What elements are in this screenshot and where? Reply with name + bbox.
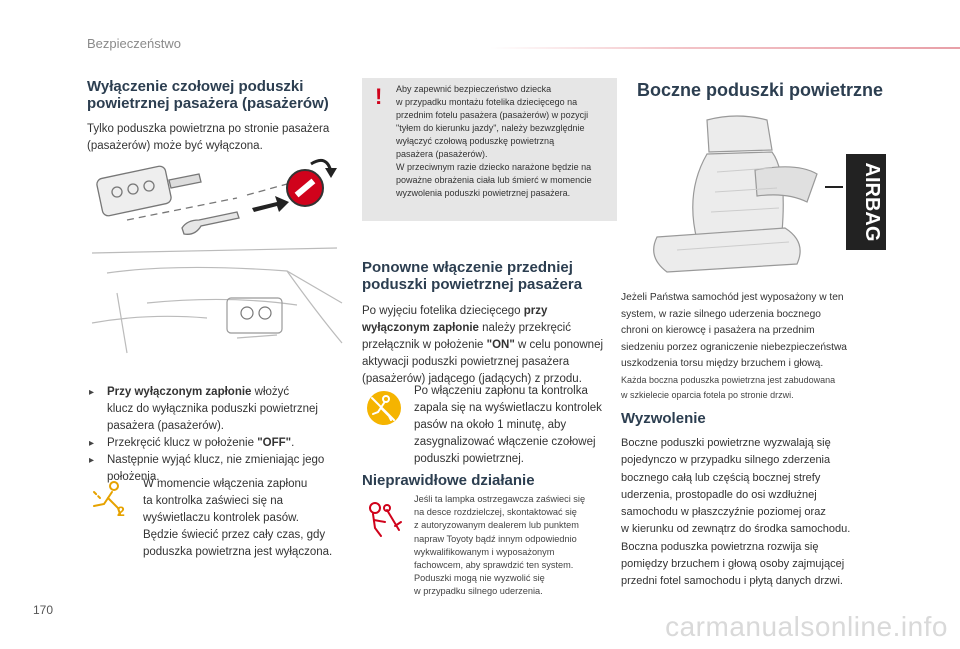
text: położenia. xyxy=(107,471,160,483)
section-title-side-airbags: Boczne poduszki powietrzne xyxy=(637,80,884,100)
malfunction-section xyxy=(362,472,617,489)
text-line: Aby zapewnić bezpieczeństwo dziecka xyxy=(396,84,552,94)
instruction-list xyxy=(87,384,352,486)
text-line: Jeżeli Państwa samochód jest wyposażony w ten xyxy=(621,292,844,303)
service-wrench-icon xyxy=(365,500,405,540)
page-number: 170 xyxy=(33,603,54,617)
text: klucz do wyłącznika poduszki powietrznej xyxy=(107,403,318,415)
text: Następnie wyjąć klucz, nie zmieniając jego xyxy=(107,454,325,466)
airbag-off-note xyxy=(143,476,353,561)
reactivation-text xyxy=(362,303,617,388)
text-line: poduszka powietrzna jest wyłączona. xyxy=(143,546,333,558)
text-line: Poduszki mogą nie wyzwolić się xyxy=(414,573,545,584)
text-line: uszkodzenia torsu między brzuchem i głową. xyxy=(621,358,824,370)
list-item xyxy=(87,384,352,435)
title-line: poduszki powietrznej pasażera xyxy=(362,276,583,293)
bold-text: "OFF" xyxy=(257,437,292,449)
text-line: w przypadku silnego uderzenia. xyxy=(414,586,543,597)
section-title-reactivate xyxy=(362,259,617,293)
reactivation-section xyxy=(362,259,617,388)
warning-box xyxy=(362,78,617,221)
text-line: Tylko poduszka powietrzna po stronie pasażera xyxy=(87,123,330,135)
text-line: "tyłem do kierunku jazdy", należy bezwzględnie xyxy=(396,123,585,133)
text-line: system, w razie silnego uderzenia bocznego xyxy=(621,308,821,320)
text: Po wyjęciu fotelika dziecięcego xyxy=(362,305,524,317)
seat-illustration xyxy=(637,112,887,282)
text-line: zapala się na wyświetlaczu kontrolek xyxy=(414,402,602,414)
text-line: w kierunku od zewnątrz do środka samochodu. xyxy=(621,523,851,536)
key-switch-illustration xyxy=(87,150,352,240)
text-line: wyzwolenia poduszki powietrznej pasażera. xyxy=(396,188,571,198)
watermark: carmanualsonline.info xyxy=(665,611,948,642)
malfunction-text xyxy=(414,493,619,599)
text-line: Będzie świecić przez cały czas, gdy xyxy=(143,529,326,541)
text-line: wykwalifikowanym i wyposażonym xyxy=(414,546,555,557)
deployment-section xyxy=(621,410,901,591)
text-line: przednim fotelu pasażera (pasażerów) w pozycji xyxy=(396,110,589,120)
text: pasażera (pasażerów). xyxy=(107,420,224,432)
text-line: samochodu w płaszczyźnie poziomej oraz xyxy=(621,506,826,519)
list-item xyxy=(87,435,352,452)
bold-text: wyłączonym zapłonie xyxy=(362,322,479,334)
text: aktywacji poduszki powietrznej pasażera xyxy=(362,356,570,368)
text-line: wyłączyć czołową poduszkę powietrzną xyxy=(396,136,555,146)
text: włożyć xyxy=(251,386,290,398)
text-line: pasażera (pasażerów). xyxy=(396,149,488,159)
text: w celu ponownej xyxy=(514,339,604,351)
text-line: poważne obrażenia ciała lub śmierć w momencie xyxy=(396,175,592,185)
text-line: Po włączeniu zapłonu ta kontrolka xyxy=(414,385,588,397)
header-divider xyxy=(490,47,960,49)
text-line: Jeśli ta lampka ostrzegawcza zaświeci się xyxy=(414,494,586,504)
text: przełącznik w położenie xyxy=(362,339,487,351)
column-side-airbags xyxy=(637,78,887,101)
indicator-digit: 2 xyxy=(117,503,125,518)
text-line: ta kontrolka zaświeci się na xyxy=(143,495,283,507)
airbag-on-note xyxy=(414,383,619,468)
airbag-off-indicator-icon xyxy=(90,478,130,518)
section-title-deployment: Wyzwolenie xyxy=(621,410,706,427)
text-line: W momencie włączenia zapłonu xyxy=(143,478,308,490)
text-line: pojedynczo w przypadku silnego zderzenia xyxy=(621,454,831,467)
bold-text: przy xyxy=(523,305,548,317)
text-line: bocznego całą lub częścią bocznej strefy xyxy=(621,471,821,484)
title-line: Wyłączenie czołowej poduszki xyxy=(87,78,304,95)
bold-text: "ON" xyxy=(486,339,515,351)
text-line: przedni fotel samochodu i płytą danych drzwi. xyxy=(621,575,843,588)
text-line: Boczne poduszki powietrzne wyzwalają się xyxy=(621,437,831,449)
text-line: Każda boczna poduszka powietrzna jest zabudowana xyxy=(621,374,836,385)
section-title-deactivate xyxy=(87,78,352,112)
text-line: poduszki powietrznej. xyxy=(414,453,524,465)
column-passenger-airbag-off xyxy=(87,78,352,155)
text-line: w przypadku montażu fotelika dziecięcego na xyxy=(396,97,578,107)
warning-text xyxy=(396,83,610,200)
text-line: uderzenia, prostopadle do osi wzdłużnej xyxy=(621,488,817,501)
glovebox-illustration xyxy=(87,243,352,363)
text-line: w szkielecie oparcia fotela po stronie drzwi. xyxy=(621,389,794,400)
section-title-malfunction: Nieprawidłowe działanie xyxy=(362,472,535,489)
section-header: Bezpieczeństwo xyxy=(87,36,181,51)
text: Przekręcić klucz w położenie xyxy=(107,437,258,449)
text: (pasażerów) jadącego (jadących) z przodu. xyxy=(362,373,582,385)
text-line: napraw Toyoty bądź innym odpowiednio xyxy=(414,533,577,544)
text-line: W przeciwnym razie dziecko narażone będzie na xyxy=(396,162,592,172)
text-line: pasów na około 1 minutę, aby xyxy=(414,419,567,431)
text: . xyxy=(291,437,295,449)
text-line: pomiędzy brzuchem i głową osoby zajmującej xyxy=(621,558,845,571)
text-line: chroni on kierowcę i pasażera na przednim xyxy=(621,325,815,337)
text-line: Boczna poduszka powietrzna rozwija się xyxy=(621,540,819,553)
warning-icon: ! xyxy=(375,84,383,109)
side-airbag-description xyxy=(621,290,901,403)
text-line: siedzeniu porzez ograniczenie niebezpieczeństwa xyxy=(621,341,847,353)
airbag-label: AIRBAG xyxy=(861,162,883,242)
text: należy przekręcić xyxy=(478,322,571,334)
title-line: powietrznej pasażera (pasażerów) xyxy=(87,95,329,112)
text-line: z autoryzowanym dealerem lub punktem xyxy=(414,520,579,531)
bold-text: Przy wyłączonym zapłonie xyxy=(107,386,252,398)
airbag-on-indicator-icon xyxy=(366,390,402,426)
text-line: zasygnalizować włączenie czołowej xyxy=(414,436,596,448)
text-line: wyświetlaczu kontrolek pasów. xyxy=(143,512,299,524)
title-line: Ponowne włączenie przedniej xyxy=(362,259,573,276)
text-line: na desce rozdzielczej, skontaktować się xyxy=(414,507,577,518)
text-line: fachowcem, aby sprawdzić ten system. xyxy=(414,560,574,571)
text-line: (pasażerów) może być wyłączona. xyxy=(87,140,263,152)
